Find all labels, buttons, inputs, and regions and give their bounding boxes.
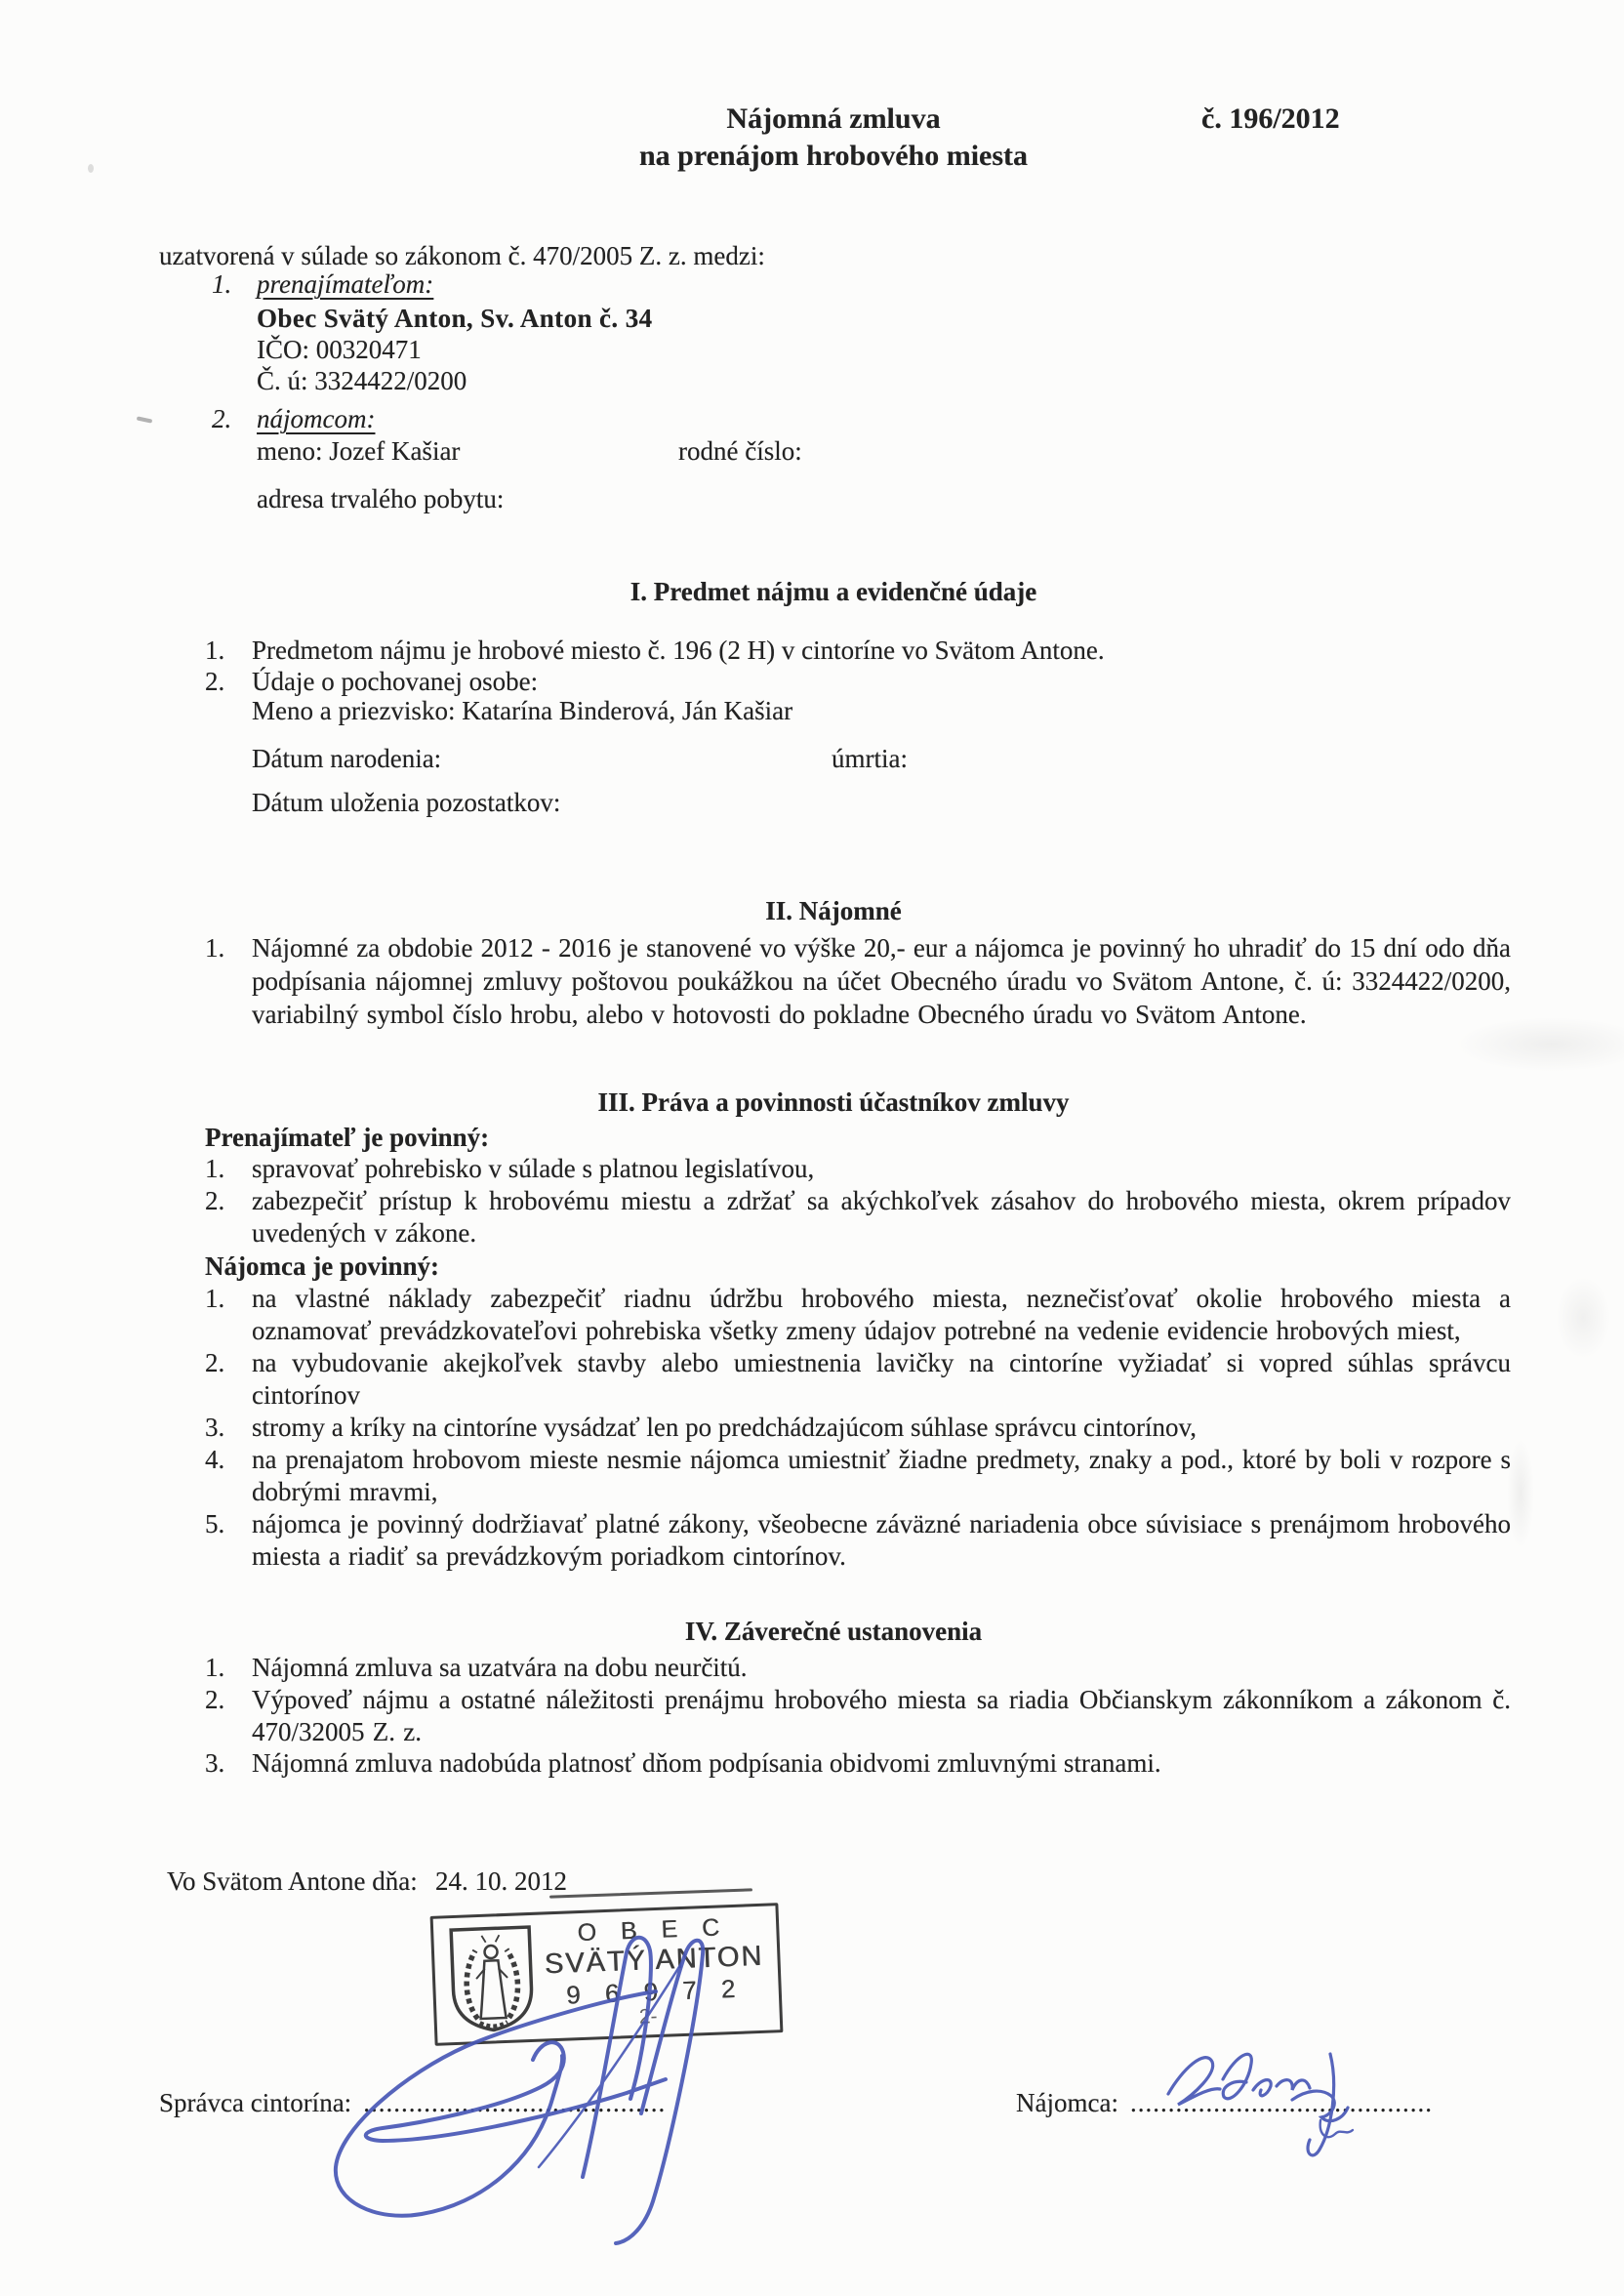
item-number: 2. [205,1186,225,1215]
landlord-duty-2 [205,1185,1511,1250]
party-2-row [212,402,1500,435]
item-text: zabezpečiť prístup k hrobovému miestu a zdržať sa akýchkoľvek zásahov do hrobového miesta, okrem prípadov uvedených v zákone. [252,1186,1511,1248]
stamp-line-village: SVÄTÝ ANTON [544,1941,764,1981]
stamp-line-partial: 2- [638,2004,658,2029]
party-2-number: 2. [212,404,232,433]
item-text: na prenajatom hrobovom mieste nesmie nájomca umiestniť žiadne predmety, znaky a pod., ktoré by boli v rozpore s dobrými mravmi, [252,1445,1511,1506]
tenant-name-row [257,434,1511,468]
landlord-duties-heading: Prenajímateľ je povinný: [205,1123,490,1152]
item-number: 1. [205,636,225,665]
party-1-number: 1. [212,269,232,299]
tenant-duty-5 [205,1508,1511,1573]
place-date-label: Vo Svätom Antone dňa: [167,1866,418,1896]
intro-clause: uzatvorená v súlade so zákonom č. 470/2005 Z. z. medzi: [159,241,765,270]
tenant-signature [1157,2038,1381,2175]
tenant-label: Nájomca: [1016,2088,1118,2117]
rent-clause-text: Nájomné za obdobie 2012 - 2016 je stanovené vo výške 20,- eur a nájomca je povinný ho uhradiť do 15 dní odo dňa podpísania nájomnej zmluvy poštovou poukážkou na účet Obecného úradu vo Svätom Antone, č. ú: 3324422/0200, variabilný symbol číslo hrobu, alebo v hotovosti do pokladne Obecného úradu vo Svätom Antone. [252,933,1511,1029]
signing-date: 24. 10. 2012 [435,1866,567,1896]
contract-number: č. 196/2012 [1201,102,1340,135]
cemetery-manager-label: Správca cintorína: [159,2088,352,2117]
title-line-2: na prenájom hrobového miesta [638,140,1029,172]
left-signature-dots: ........................................ [363,2088,667,2117]
item-number: 3. [205,1748,225,1778]
item-text: Predmetom nájmu je hrobové miesto č. 196 (2 H) v cintoríne vo Svätom Antone. [252,636,1105,665]
deceased-names: Meno a priezvisko: Katarína Binderová, Ján Kašiar [252,696,793,725]
final-item-3 [205,1747,1511,1780]
item-text: Nájomná zmluva sa uzatvára na dobu neurčitú. [252,1653,748,1682]
section-2-title: II. Nájomné [765,896,902,925]
landlord-duty-1 [205,1153,1511,1185]
item-number: 1. [205,1154,225,1183]
right-signature-dots: ........................................ [1129,2088,1433,2117]
item-text: na vybudovanie akejkoľvek stavby alebo umiestnenia lavičky na cintoríne vyžiadať si vopred súhlas správcu cintorínov [252,1348,1511,1410]
final-item-2 [205,1684,1511,1748]
death-date-field: úmrtia: [832,744,908,773]
tenant-address-field: adresa trvalého pobytu: [257,484,505,513]
tenant-duty-4 [205,1444,1511,1508]
landlord-account: Č. ú: 3324422/0200 [257,366,467,395]
item-text: Výpoveď nájmu a ostatné náležitosti prenájmu hrobového miesta sa riadia Občianskym zákonníkom a zákonom č. 470/32005 Z. z. [252,1685,1511,1746]
cemetery-manager-signature [322,1931,800,2263]
item-number: 3. [205,1413,225,1442]
party-1-label: prenajímateľom: [257,269,434,299]
item-text: nájomca je povinný dodržiavať platné zákony, všeobecne záväzné nariadenia obce súvisiace s prenájmom hrobového miesta a riadiť sa prevádzkovým poriadkom cintorínov. [252,1509,1511,1571]
section-2-item-1 [205,931,1511,1031]
item-number: 2. [205,1685,225,1714]
birth-date-field: Dátum narodenia: [252,744,442,773]
item-text: Údaje o pochovanej osobe: [252,667,539,696]
item-text: stromy a kríky na cintoríne vysádzať len po predchádzajúcom súhlase správcu cintorínov, [252,1413,1197,1442]
section-1-title: I. Predmet nájmu a evidenčné údaje [629,577,1037,606]
section-1-item-2 [205,666,1511,698]
item-number: 2. [205,667,225,696]
item-text: Nájomná zmluva nadobúda platnosť dňom podpísania obidvomi zmluvnými stranami. [252,1748,1161,1778]
title-line-1: Nájomná zmluva [726,102,941,135]
tenant-name-field: meno: Jozef Kašiar [257,436,461,466]
item-number: 1. [205,933,225,963]
item-number: 2. [205,1348,225,1377]
landlord-ico: IČO: 00320471 [257,335,422,364]
item-number: 4. [205,1445,225,1474]
section-4-title: IV. Záverečné ustanovenia [684,1617,983,1646]
tenant-duty-3 [205,1412,1511,1444]
item-text: na vlastné náklady zabezpečiť riadnu údržbu hrobového miesta, neznečisťovať okolie hrobového miesta a oznamovať prevádzkovateľovi pohrebiska všetky zmeny údajov potrebné na vedenie evidencie hrobových miest, [252,1284,1511,1345]
party-1-row [212,267,1500,301]
birth-number-field: rodné číslo: [678,436,802,466]
party-2-label: nájomcom: [257,404,376,433]
dates-row [252,742,1511,775]
section-3-title: III. Práva a povinnosti účastníkov zmluvy [597,1087,1070,1117]
tenant-duty-2 [205,1347,1511,1412]
party-1-details [257,303,1506,396]
tenant-duties-heading: Nájomca je povinný: [205,1251,439,1281]
tenant-duty-1 [205,1283,1511,1347]
scan-mark-artifact [137,416,152,423]
item-number: 1. [205,1653,225,1682]
item-text: spravovať pohrebisko v súlade s platnou legislatívou, [252,1154,815,1183]
landlord-name: Obec Svätý Anton, Sv. Anton č. 34 [257,304,653,333]
section-1-item-1 [205,635,1511,667]
stamp-line-zip: 9 6 9 7 2 [565,1973,745,2010]
item-number: 5. [205,1509,225,1538]
stamp-line-obec: O B E C [576,1913,729,1948]
final-item-1 [205,1652,1511,1684]
scan-dot-artifact [88,164,94,173]
burial-date-field: Dátum uloženia pozostatkov: [252,788,561,817]
item-number: 1. [205,1284,225,1313]
